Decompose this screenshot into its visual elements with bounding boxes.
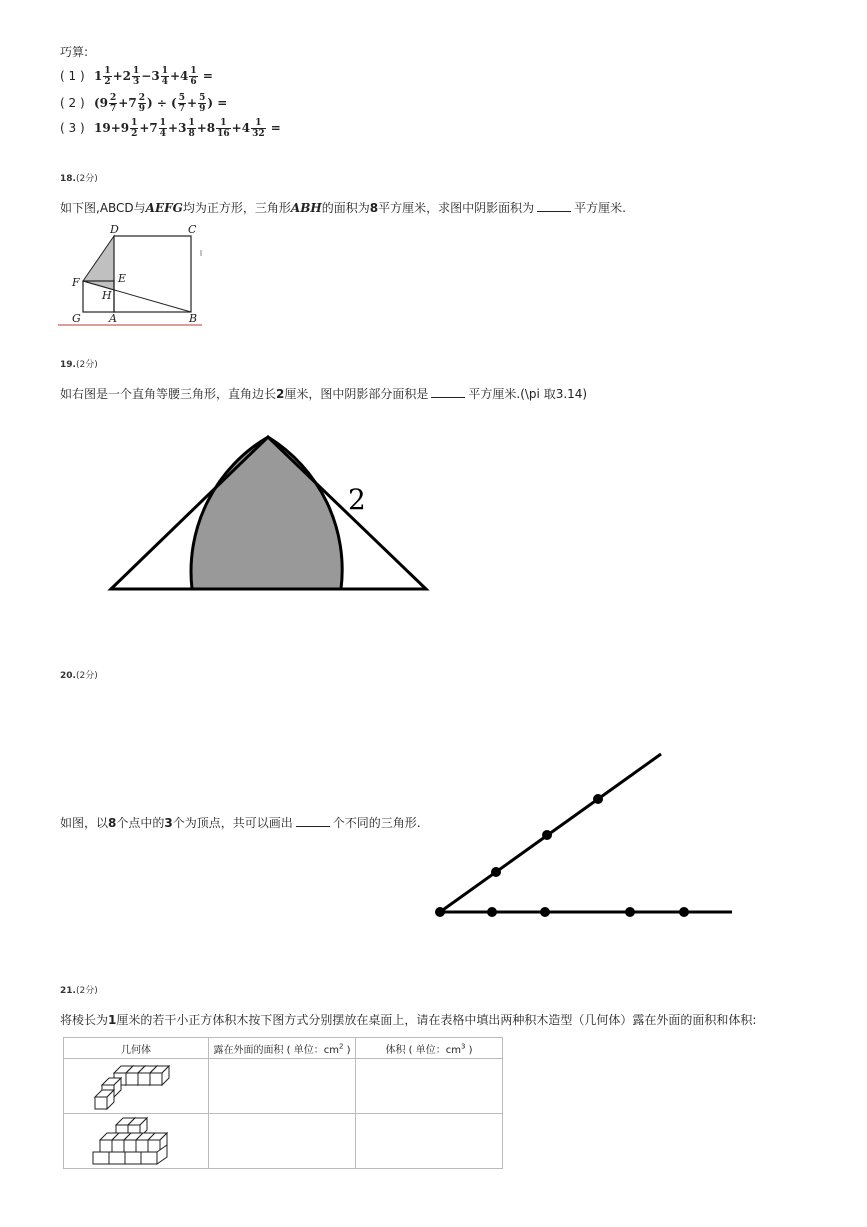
q18-text: 如下图,ABCD与AEFG均为正方形，三角形ABH的面积为8平方厘米，求图中阴影面积为 平方厘米. xyxy=(60,201,626,215)
point-vertex xyxy=(435,907,445,917)
answer-blank[interactable] xyxy=(431,386,465,398)
side-label: 2 xyxy=(348,483,366,516)
answer-blank[interactable] xyxy=(296,815,330,827)
answer-table xyxy=(63,1037,503,1169)
point-lower-2 xyxy=(540,907,550,917)
q19-header: 19.(2分) xyxy=(60,360,98,370)
item-label: ( 2 ) xyxy=(60,96,85,110)
col-volume-header: 体积 ( 单位：$cm^3$ ) xyxy=(356,1038,503,1059)
q17-title: 巧算: xyxy=(60,45,89,59)
item-label: ( 3 ) xyxy=(60,121,85,135)
point-upper-3 xyxy=(593,794,603,804)
shaded-region xyxy=(191,437,342,589)
label-h: H xyxy=(102,289,112,302)
volume-cell[interactable] xyxy=(356,1114,503,1169)
label-a: A xyxy=(109,312,117,325)
label-e: E xyxy=(118,272,127,285)
q18-header: 18.(2分) xyxy=(60,174,98,184)
expression-3: 19+9 $\frac{1}{2}$ +7 $\frac{1}{4}$ +3 $\frac{1}{8}$ +8 $\frac{1}{16}$ +4 $\frac{1}{32}$ = xyxy=(94,117,281,139)
label-d: D xyxy=(110,223,119,236)
q20-text: 如图，以8个点中的3个为顶点，共可以画出 个不同的三角形. xyxy=(60,816,421,830)
q17-item-2 xyxy=(60,90,227,116)
point-upper-1 xyxy=(491,867,501,877)
area-cell[interactable] xyxy=(209,1114,356,1169)
col-area-header: 露在外面的面积 ( 单位：$cm^2$ ) xyxy=(209,1038,356,1059)
label-b: B xyxy=(189,312,198,325)
label-f: F xyxy=(72,276,80,289)
point-lower-1 xyxy=(487,907,497,917)
shape-cell xyxy=(64,1114,209,1169)
shaded-triangle xyxy=(83,236,114,281)
area-cell[interactable] xyxy=(209,1059,356,1114)
q17-item-3 xyxy=(60,115,281,141)
volume-cell[interactable] xyxy=(356,1059,503,1114)
shape-cell xyxy=(64,1059,209,1114)
q19-figure xyxy=(100,425,440,600)
cube-shape-1 xyxy=(64,1059,208,1110)
point-lower-4 xyxy=(679,907,689,917)
table-row xyxy=(64,1114,503,1169)
col-shape-header: 几何体 xyxy=(64,1038,209,1059)
q19-text: 如右图是一个直角等腰三角形，直角边长2厘米，图中阴影部分面积是 平方厘米.(\pi 取3.14) xyxy=(60,387,588,401)
label-g: G xyxy=(72,312,81,325)
expression-2: (9 $\frac{2}{7}$ +7 $\frac{2}{9}$ ) ÷ ( $\frac{5}{7}$ + $\frac{5}{9}$ ) = xyxy=(94,92,228,114)
table-row xyxy=(64,1059,503,1114)
q21-text: 将棱长为1厘米的若干小正方体积木按下图方式分别摆放在桌面上，请在表格中填出两种积木造型（几何体）露在外面的面积和体积: xyxy=(60,1013,757,1027)
q18-figure xyxy=(56,222,206,332)
line-fb xyxy=(83,281,191,312)
item-label: ( 1 ) xyxy=(60,69,85,83)
cube-shape-2 xyxy=(64,1114,208,1165)
q17-item-1 xyxy=(60,63,213,89)
q21-header: 21.(2分) xyxy=(60,986,98,996)
point-upper-2 xyxy=(542,830,552,840)
answer-blank[interactable] xyxy=(537,200,571,212)
q20-header: 20.(2分) xyxy=(60,671,98,681)
label-c: C xyxy=(188,223,197,236)
point-lower-3 xyxy=(625,907,635,917)
q20-figure xyxy=(430,745,740,925)
expression-1: 1 $\frac{1}{2}$ +2 $\frac{1}{3}$ −3 $\frac{1}{4}$ +4 $\frac{1}{6}$ = xyxy=(94,65,213,87)
